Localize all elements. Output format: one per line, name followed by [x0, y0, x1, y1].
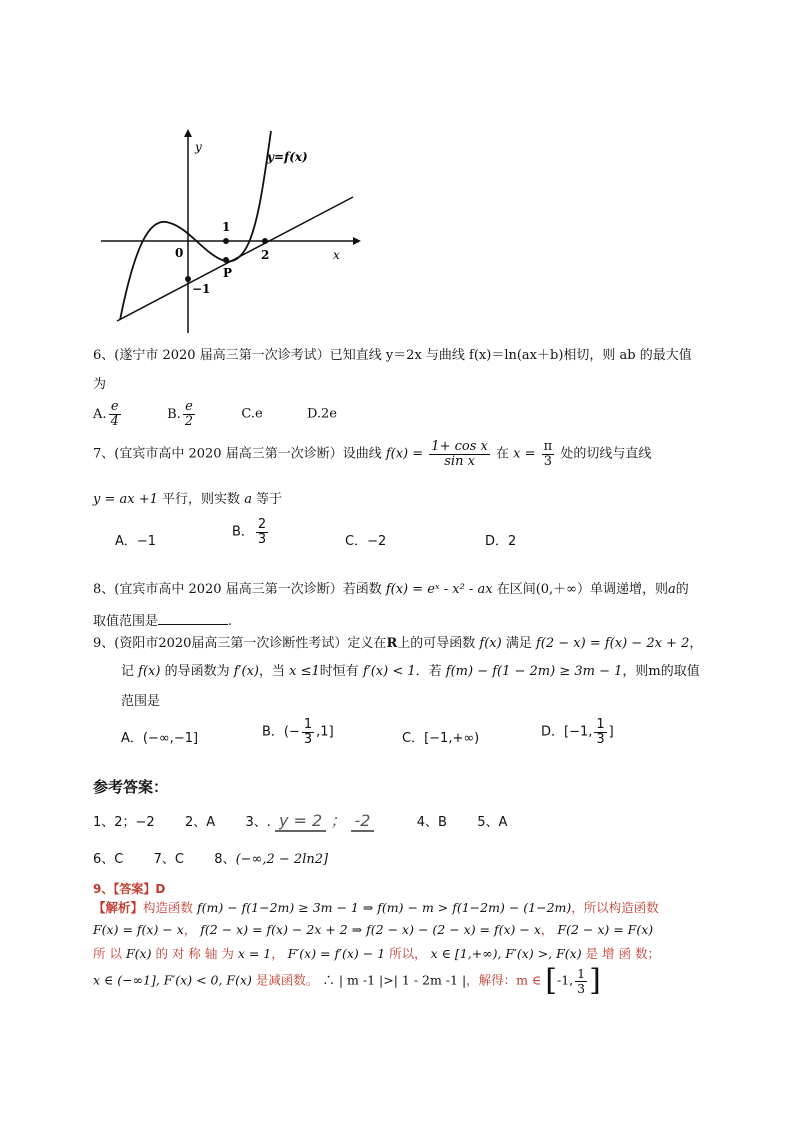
solution-line2	[93, 920, 653, 938]
q9-line1-end: ，	[689, 636, 703, 651]
solution-line2-sep: ，	[183, 922, 197, 937]
solution-left-bracket: [	[545, 963, 557, 998]
q7-line2-var: a	[244, 492, 252, 507]
q9-line1-fx: f(x)	[479, 636, 502, 651]
answers-heading: 参考答案：	[93, 778, 169, 796]
solution-line1-b: ，所以构造函数	[571, 900, 659, 915]
q9-line2-e: ．若	[415, 664, 442, 679]
y-axis-label: y	[195, 140, 202, 154]
solution-line4-a: 是减函数。	[255, 972, 319, 988]
x-axis-arrow	[353, 237, 361, 245]
q9-option-d-den: 3	[596, 731, 605, 747]
q7-pi-num: π	[543, 439, 553, 454]
point-1-label: 1	[222, 220, 231, 234]
answers-row1-d: 4、B	[416, 815, 447, 830]
q8-var: a	[668, 582, 676, 597]
solution-line2-sep2: ，	[540, 922, 554, 937]
q7-option-b-num: 2	[257, 517, 267, 532]
q9-option-b-suffix: ,1]	[316, 724, 334, 740]
q9-line1	[93, 632, 702, 651]
q9-option-d	[541, 718, 614, 746]
solution-line3-c: ，	[271, 946, 284, 961]
answers-row1-c: 3、.	[245, 815, 271, 830]
answers-row1-e: 5、A	[477, 815, 508, 830]
answers-row1-handwritten-1: y = 2	[275, 811, 326, 832]
function-graph	[95, 125, 365, 335]
point-2	[262, 238, 268, 244]
q9-option-b-den: 3	[303, 731, 313, 747]
solution-line3	[93, 944, 660, 962]
answers-row1	[93, 808, 507, 831]
q9-line3: 范围是	[121, 694, 161, 709]
q7-line2-text: 平行，则实数	[162, 492, 241, 507]
q8-expr: f(x) = eˣ - x² - ax	[385, 582, 493, 597]
solution-line4-ans-prefix: -1,	[556, 972, 574, 988]
q8-line2-end: .	[228, 614, 233, 629]
q8-text-end: 的	[675, 582, 689, 597]
q8-answer-blank[interactable]	[158, 612, 228, 625]
q7-line2	[93, 488, 282, 507]
answers-row2-b: 7、C	[153, 852, 184, 867]
solution-line1-tag: 【解析】	[93, 900, 144, 915]
q9-option-a: A．(−∞,−1]	[121, 731, 199, 746]
q9-line1-prefix: 9、(资阳市2020届高三第一次诊断性考试）定义在	[93, 636, 387, 651]
q8-line1	[93, 578, 689, 597]
q7-line1	[93, 440, 651, 468]
solution-right-bracket: ]	[589, 963, 601, 998]
q7-frac-den: sin x	[429, 454, 490, 469]
q9-line1-mid: 上的可导函数	[397, 636, 476, 651]
x-axis-label: x	[333, 248, 340, 262]
solution-line4	[93, 963, 601, 998]
q6-line1: 6、(遂宁市 2020 届高三第一次诊考试）已知直线 y＝2x 与曲线 f(x)＝ln(ax＋b)相切，则 ab 的最大值	[93, 348, 692, 363]
q9-line2-ineq: f′(x) < 1	[362, 664, 416, 679]
point-1	[223, 238, 229, 244]
solution-line3-axis: x = 1	[237, 946, 272, 961]
answers-row2	[93, 848, 328, 867]
point-2-label: 2	[261, 248, 270, 262]
answers-row2-ans: (−∞,2 − 2ln2]	[235, 852, 329, 867]
solution-line3-a: 所 以	[93, 946, 122, 961]
origin-label: 0	[175, 246, 184, 260]
solution-line1-expr: f(m) − f(1−2m) ≥ 3m − 1 ⇒ f(m) − m > f(1−2m) − (1−2m)	[197, 900, 572, 915]
q6-option-b	[167, 399, 201, 429]
q6-option-a-num: e	[110, 399, 119, 414]
point-neg1	[185, 276, 191, 282]
q9-option-b-num: 1	[303, 717, 313, 732]
solution-tag: 9、【答案】D	[93, 882, 166, 896]
q6-line2: 为	[93, 377, 107, 392]
solution-line2-expr2: f(2 − x) = f(x) − 2x + 2 ⇒ f(2 − x) − (2 − x) = f(x) − x	[200, 922, 541, 937]
q7-line2-expr: y = ax +1	[93, 492, 158, 507]
answers-row2-a: 6、C	[93, 852, 124, 867]
q6-option-d: D.2e	[306, 406, 337, 422]
q6-option-b-prefix: B.	[167, 406, 181, 422]
q8-line2-text: 取值范围是	[93, 614, 159, 629]
answers-row1-sep: ；	[330, 811, 347, 830]
q9-line2-d: 时恒有	[319, 664, 359, 679]
solution-line3-b: 的 对 称 轴 为	[155, 946, 234, 961]
point-p-label: P	[223, 266, 233, 280]
q7-x-eq: x =	[513, 446, 536, 462]
q8-line2	[93, 610, 232, 629]
solution-line4-b: ∴ | m -1 |>| 1 - 2m -1 |	[322, 972, 467, 988]
solution-line4-ans-den: 3	[577, 980, 586, 996]
q7-option-b	[232, 518, 270, 546]
q7-at-text: 在	[495, 446, 509, 462]
q7-option-b-prefix: B．	[232, 524, 254, 540]
q6-option-b-num: e	[185, 399, 193, 414]
solution-line3-fx: F(x)	[125, 946, 152, 961]
q6-option-b-den: 2	[184, 413, 194, 429]
q9-line2-fx: f(x)	[138, 664, 161, 679]
q7-option-d: D．2	[485, 534, 517, 549]
q9-line2	[121, 660, 700, 679]
curve-label: y=f(x)	[267, 150, 308, 164]
answers-row1-handwritten-2: -2	[351, 811, 375, 832]
q7-text-prefix: 7、(宜宾市高中 2020 届高三第一次诊断）设曲线	[93, 446, 382, 462]
q7-fx: f(x) =	[385, 446, 424, 462]
solution-line3-e: 是 增 函 数；	[585, 946, 660, 961]
q9-option-d-num: 1	[596, 717, 605, 732]
point-neg1-label: −1	[192, 282, 211, 296]
q7-option-b-den: 3	[257, 531, 267, 547]
q7-frac-num: 1+ cos x	[431, 439, 488, 454]
q9-line1-R: R	[386, 636, 398, 651]
q9-option-d-prefix: D．[−1,	[541, 724, 593, 740]
q9-line2-cond: x ≤1	[289, 664, 320, 679]
q9-line2-a: 记	[121, 664, 135, 679]
q9-option-c: C．[−1,+∞)	[402, 731, 480, 746]
q7-pi-den: 3	[542, 454, 555, 469]
q6-options	[93, 400, 337, 428]
q6-option-a-prefix: A.	[93, 406, 107, 422]
q9-line2-f: ，则m的取值	[622, 664, 700, 679]
answers-row1-b: 2、A	[185, 815, 216, 830]
q6-option-a	[93, 399, 127, 429]
q7-option-c: C．−2	[345, 534, 387, 549]
solution-line1	[93, 898, 659, 916]
solution-line4-expr: x ∈ (−∞1], F′(x) < 0, F(x)	[93, 972, 252, 988]
q9-line2-b: 的导函数为	[164, 664, 230, 679]
q7-tail: 处的切线与直线	[560, 446, 652, 462]
q6-option-a-den: 4	[110, 413, 119, 429]
answers-row1-a: 1、2；−2	[93, 815, 155, 830]
q9-line2-fpx: f′(x)	[233, 664, 259, 679]
q9-line1-expr: f(2 − x) = f(x) − 2x + 2	[536, 636, 690, 651]
solution-line2-expr1: F(x) = f(x) − x	[93, 922, 184, 937]
solution-line3-expr: F′(x) = f′(x) − 1	[287, 946, 386, 961]
q8-text-prefix: 8、(宜宾市高中 2020 届高三第一次诊断）若函数	[93, 582, 382, 597]
solution-line4-c: ，解得：m ∈	[466, 972, 542, 988]
point-p	[223, 257, 229, 263]
q7-line2-end: 等于	[256, 492, 283, 507]
q9-line2-ineq2: f(m) − f(1 − 2m) ≥ 3m − 1	[445, 664, 623, 679]
answers-row2-c: 8、	[214, 852, 236, 867]
solution-line4-ans-num: 1	[577, 966, 586, 982]
solution-line2-expr3: F(2 − x) = F(x)	[557, 922, 654, 937]
q9-option-b-prefix: B．(−	[262, 724, 300, 740]
q8-text-mid: 在区间(0,＋∞）单调递增，则	[496, 582, 668, 597]
q9-line2-c: ，当	[259, 664, 286, 679]
y-axis-arrow	[184, 129, 192, 137]
q9-option-b	[262, 718, 334, 746]
q7-option-a: A．−1	[115, 534, 157, 549]
solution-line3-expr2: x ∈ [1,+∞), F′(x) >, F(x)	[430, 946, 582, 961]
solution-line3-d: 所以，	[389, 946, 427, 961]
q9-option-d-suffix: ]	[608, 724, 614, 740]
q9-line1-text2: 满足	[505, 636, 532, 651]
q6-option-c: C.e	[241, 406, 263, 422]
solution-line1-a: 构造函数	[143, 900, 194, 915]
